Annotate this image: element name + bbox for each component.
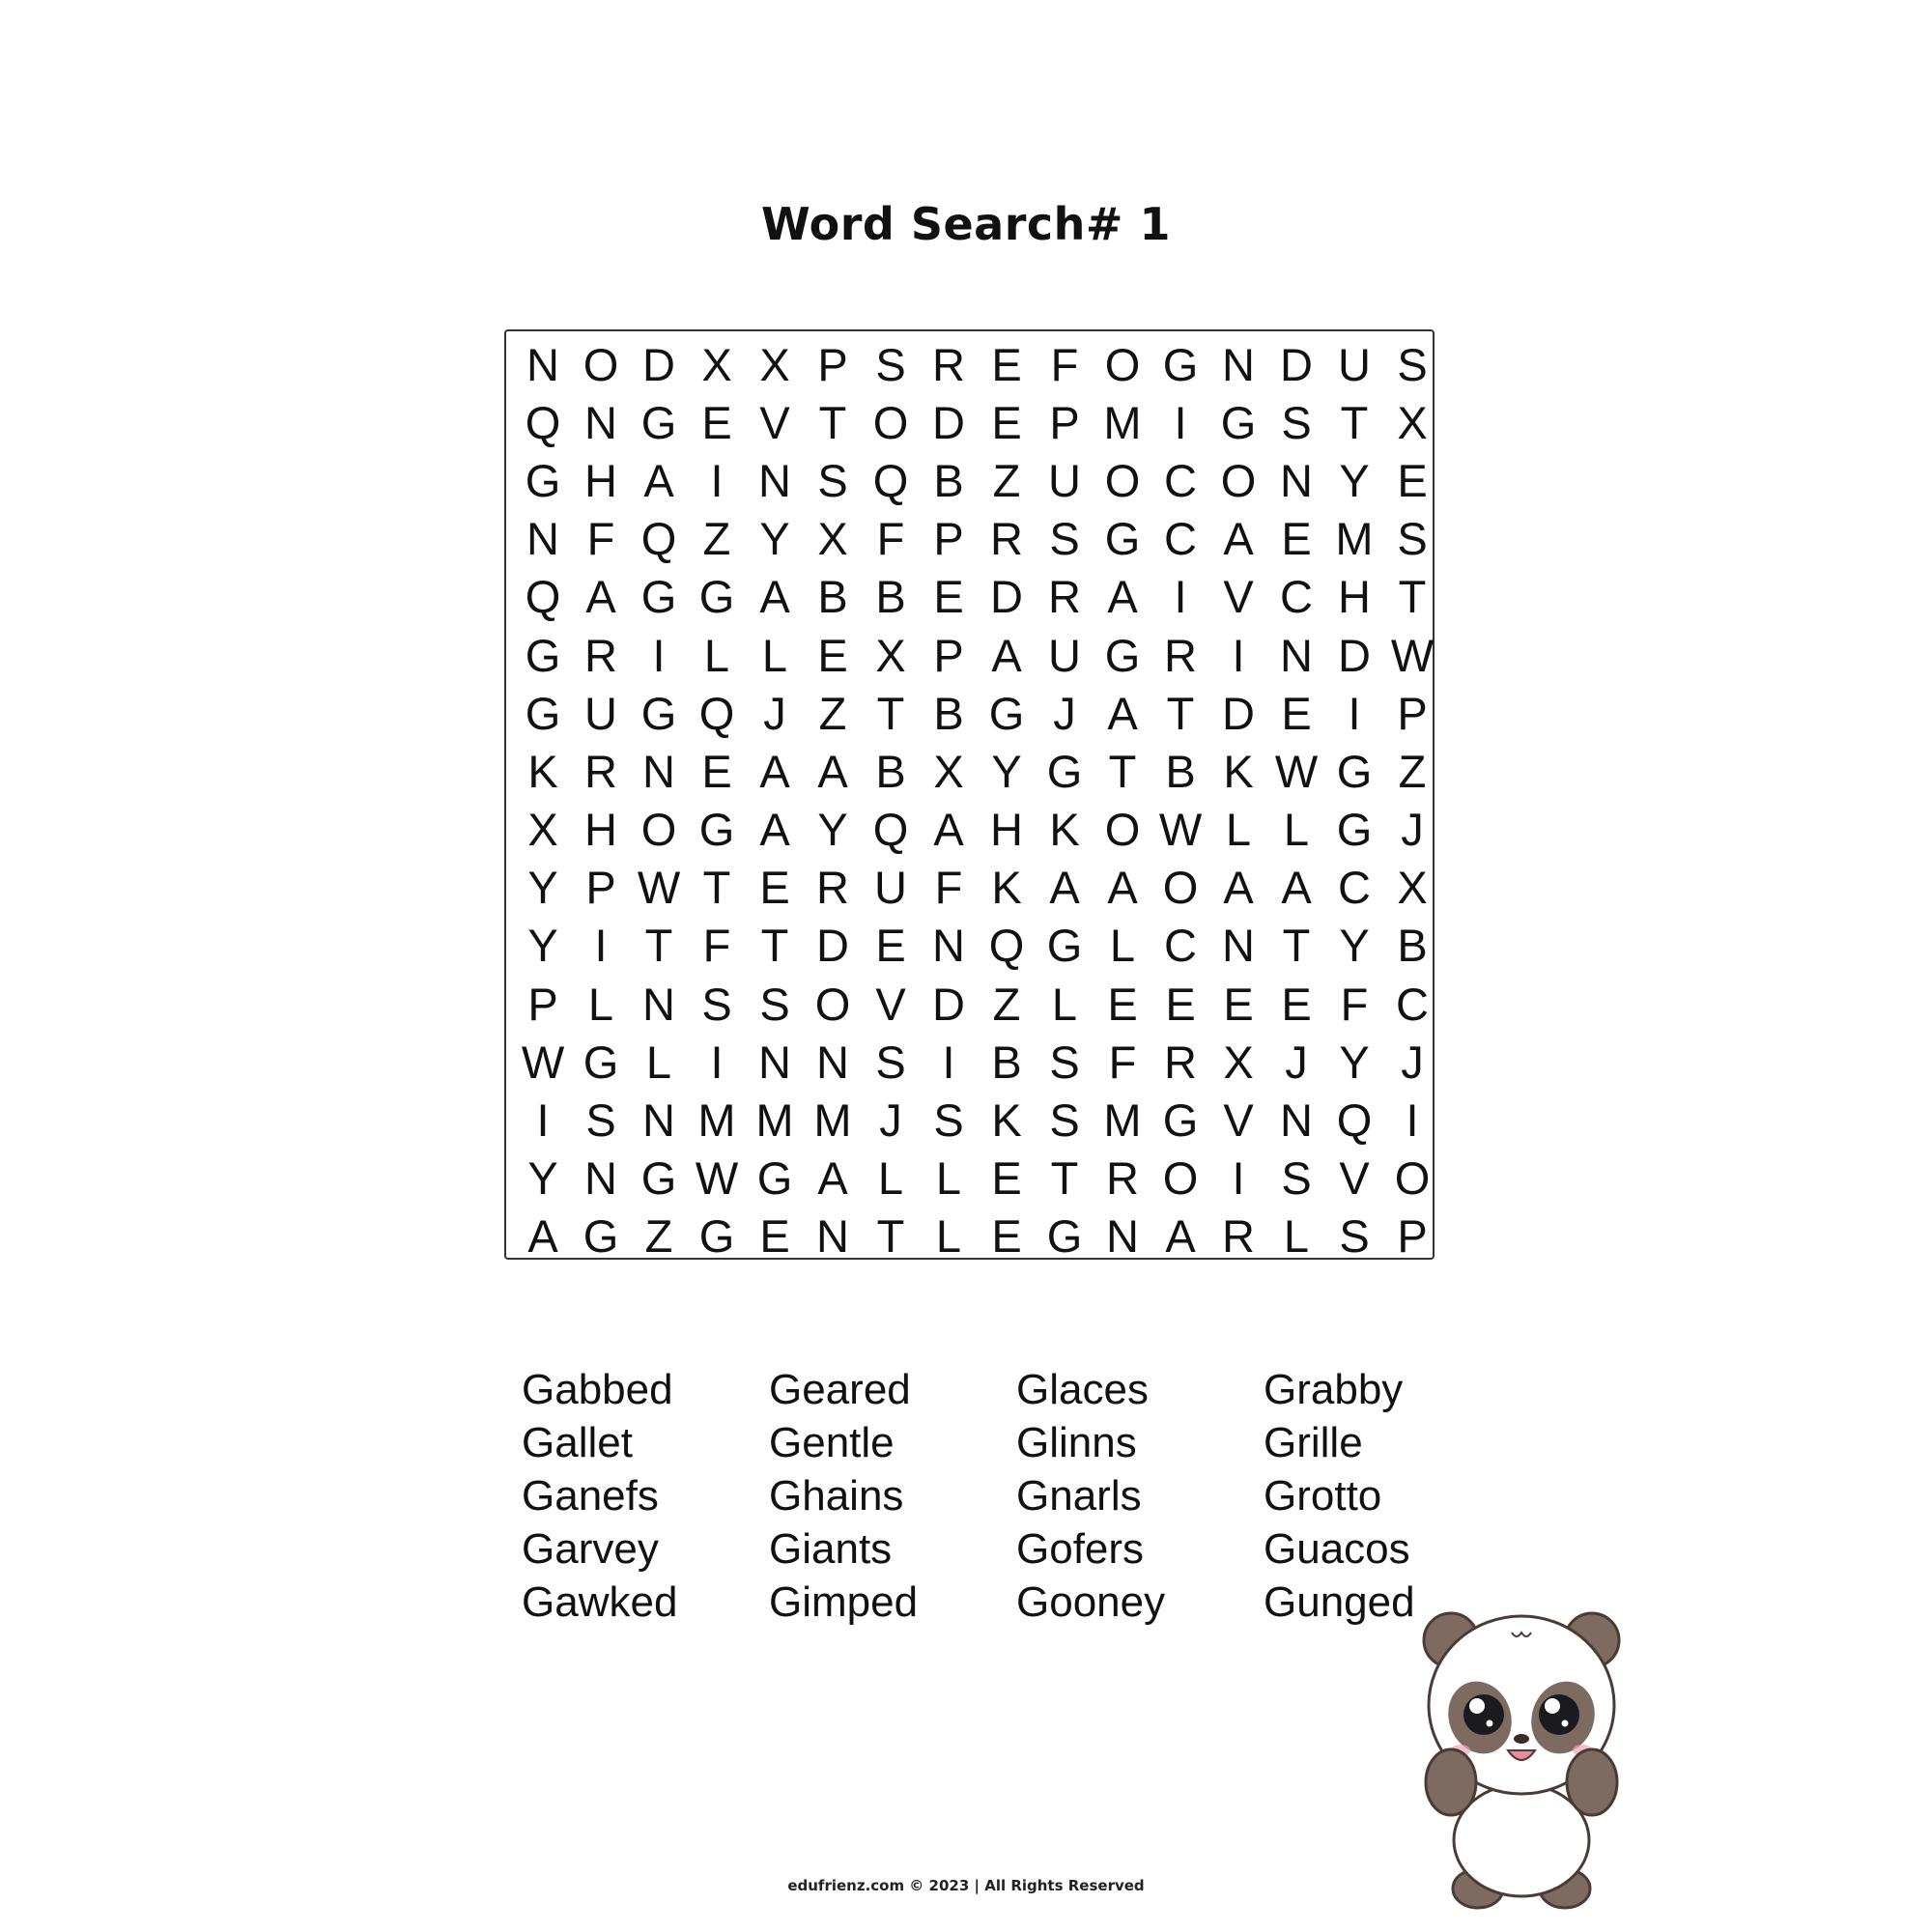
grid-letter: W xyxy=(1274,745,1319,797)
word-list-item: Grabby xyxy=(1264,1366,1404,1413)
grid-letter: S xyxy=(1339,1210,1370,1263)
grid-letter: Z xyxy=(702,513,731,565)
word-list-item: Gawked xyxy=(522,1578,678,1626)
grid-letter: E xyxy=(875,920,906,972)
grid-letter: L xyxy=(1109,920,1136,972)
grid-letter: U xyxy=(1048,629,1081,681)
grid-letter: R xyxy=(816,862,849,914)
grid-letter: L xyxy=(935,1152,962,1205)
grid-letter: C xyxy=(1338,862,1371,914)
grid-letter: P xyxy=(1397,1210,1428,1263)
grid-letter: J xyxy=(1053,687,1076,739)
grid-letter: A xyxy=(643,454,674,506)
grid-letter: E xyxy=(701,396,732,448)
grid-letter: S xyxy=(875,338,906,390)
word-list-item: Gallet xyxy=(522,1419,633,1466)
grid-letter: G xyxy=(1046,1210,1083,1263)
grid-letter: G xyxy=(640,396,677,448)
grid-letter: A xyxy=(1223,513,1254,565)
grid-letter: G xyxy=(988,687,1025,739)
grid-letter: D xyxy=(932,396,965,448)
grid-letter: N xyxy=(642,978,675,1030)
grid-letter: K xyxy=(527,745,558,797)
grid-letter: V xyxy=(1223,1094,1254,1147)
grid-letter: N xyxy=(526,513,559,565)
grid-letter: K xyxy=(1223,745,1254,797)
grid-letter: W xyxy=(637,862,681,914)
grid-letter: O xyxy=(640,804,677,856)
grid-letter: I xyxy=(536,1094,550,1147)
grid-letter: Z xyxy=(1398,745,1427,797)
grid-letter: X xyxy=(1397,396,1428,448)
grid-letter: I xyxy=(710,454,724,506)
grid-letter: U xyxy=(584,687,617,739)
grid-letter: D xyxy=(932,978,965,1030)
grid-letter: E xyxy=(1107,978,1138,1030)
grid-letter: S xyxy=(1049,1094,1080,1147)
grid-letter: A xyxy=(585,571,616,623)
grid-letter: E xyxy=(1223,978,1254,1030)
grid-letter: T xyxy=(876,687,905,739)
grid-letter: O xyxy=(1104,454,1141,506)
grid-letter: A xyxy=(1165,1210,1196,1263)
grid-letter: Z xyxy=(992,454,1021,506)
grid-letter: J xyxy=(763,687,786,739)
grid-letter: Q xyxy=(988,920,1025,972)
grid-letter: A xyxy=(1107,687,1138,739)
grid-letter: X xyxy=(759,338,790,390)
grid-letter: O xyxy=(872,396,909,448)
grid-letter: W xyxy=(521,1036,565,1088)
grid-letter: Q xyxy=(640,513,677,565)
grid-letter: L xyxy=(645,1036,672,1088)
grid-letter: E xyxy=(1281,978,1312,1030)
grid-letter: S xyxy=(1049,1036,1080,1088)
word-list-item: Glaces xyxy=(1016,1366,1149,1413)
grid-letter: Q xyxy=(525,571,561,623)
grid-letter: G xyxy=(1104,513,1141,565)
grid-letter: E xyxy=(759,1210,790,1263)
grid-letter: O xyxy=(1162,1152,1199,1205)
grid-letter: L xyxy=(1051,978,1078,1030)
grid-letter: G xyxy=(1162,338,1199,390)
grid-letter: I xyxy=(1406,1094,1419,1147)
grid-letter: E xyxy=(1281,513,1312,565)
grid-letter: N xyxy=(1280,454,1313,506)
grid-letter: B xyxy=(1165,745,1196,797)
grid-letter: G xyxy=(582,1210,619,1263)
grid-letter: X xyxy=(1223,1036,1254,1088)
grid-letter: L xyxy=(761,629,788,681)
grid-letter: A xyxy=(759,745,790,797)
grid-letter: M xyxy=(1103,1094,1142,1147)
grid-letter: D xyxy=(1338,629,1371,681)
grid-letter: G xyxy=(525,454,561,506)
grid-letter: P xyxy=(817,338,848,390)
grid-letter: X xyxy=(933,745,964,797)
grid-letter: Y xyxy=(527,1152,558,1205)
grid-letter: Y xyxy=(759,513,790,565)
grid-letter: Y xyxy=(991,745,1022,797)
grid-letter: U xyxy=(1338,338,1371,390)
grid-letter: E xyxy=(991,338,1022,390)
grid-letter: C xyxy=(1280,571,1313,623)
grid-letter: I xyxy=(1348,687,1361,739)
grid-letter: M xyxy=(697,1094,736,1147)
grid-letter: J xyxy=(1401,1036,1424,1088)
grid-letter: C xyxy=(1164,454,1197,506)
grid-letter: O xyxy=(1104,338,1141,390)
grid-letter: Z xyxy=(992,978,1021,1030)
grid-letter: I xyxy=(710,1036,724,1088)
grid-letter: W xyxy=(1158,804,1203,856)
grid-letter: E xyxy=(933,571,964,623)
grid-letter: I xyxy=(594,920,608,972)
grid-letter: V xyxy=(875,978,906,1030)
grid-letter: S xyxy=(817,454,848,506)
grid-letter: G xyxy=(1104,629,1141,681)
grid-letter: X xyxy=(875,629,906,681)
word-list-item: Ghains xyxy=(769,1472,904,1520)
grid-letter: E xyxy=(759,862,790,914)
word-list-item: Gofers xyxy=(1016,1525,1145,1573)
grid-letter: N xyxy=(758,454,791,506)
grid-letter: T xyxy=(1108,745,1137,797)
grid-letter: N xyxy=(642,1094,675,1147)
grid-letter: L xyxy=(1225,804,1252,856)
grid-letter: D xyxy=(642,338,675,390)
grid-letter: A xyxy=(817,1152,848,1205)
grid-letter: U xyxy=(1048,454,1081,506)
grid-letter: L xyxy=(1283,1210,1310,1263)
grid-letter: E xyxy=(701,745,732,797)
grid-letter: B xyxy=(817,571,848,623)
word-list xyxy=(522,1363,1511,1629)
grid-letter: M xyxy=(1335,513,1374,565)
grid-letter: N xyxy=(816,1036,849,1088)
page-title: Word Search# 1 xyxy=(761,198,1171,250)
grid-letter: Z xyxy=(644,1210,673,1263)
word-list-item: Garvey xyxy=(522,1525,659,1573)
grid-letter: G xyxy=(640,687,677,739)
grid-letter: A xyxy=(759,804,790,856)
grid-letter: Q xyxy=(1336,1094,1373,1147)
word-list-item: Glinns xyxy=(1016,1419,1137,1466)
grid-letter: D xyxy=(1280,338,1313,390)
grid-letter: T xyxy=(702,862,731,914)
grid-letter: T xyxy=(1166,687,1195,739)
grid-letter: Q xyxy=(872,454,909,506)
grid-letter: Y xyxy=(1339,920,1370,972)
grid-letter: S xyxy=(1397,338,1428,390)
grid-letter: G xyxy=(640,1152,677,1205)
grid-letter: P xyxy=(585,862,616,914)
letter-grid xyxy=(514,335,1441,1265)
grid-letter: G xyxy=(525,629,561,681)
grid-letter: L xyxy=(1283,804,1310,856)
grid-letter: N xyxy=(526,338,559,390)
grid-letter: X xyxy=(527,804,558,856)
grid-letter: J xyxy=(1285,1036,1308,1088)
grid-letter: A xyxy=(1223,862,1254,914)
word-list-item: Giants xyxy=(769,1525,893,1573)
grid-letter: I xyxy=(1232,629,1245,681)
grid-letter: H xyxy=(1338,571,1371,623)
grid-letter: F xyxy=(1050,338,1079,390)
grid-letter: X xyxy=(701,338,732,390)
grid-letter: G xyxy=(756,1152,793,1205)
grid-letter: M xyxy=(755,1094,794,1147)
grid-letter: N xyxy=(1222,338,1255,390)
grid-letter: M xyxy=(1103,396,1142,448)
grid-letter: R xyxy=(1222,1210,1255,1263)
grid-letter: S xyxy=(585,1094,616,1147)
grid-letter: G xyxy=(698,571,735,623)
grid-letter: S xyxy=(1397,513,1428,565)
grid-letter: E xyxy=(817,629,848,681)
grid-letter: L xyxy=(587,978,614,1030)
grid-letter: Q xyxy=(525,396,561,448)
grid-letter: V xyxy=(1223,571,1254,623)
grid-letter: R xyxy=(1048,571,1081,623)
grid-letter: Y xyxy=(1339,454,1370,506)
grid-letter: N xyxy=(1222,920,1255,972)
grid-letter: N xyxy=(1106,1210,1139,1263)
grid-letter: Y xyxy=(527,920,558,972)
grid-letter: P xyxy=(527,978,558,1030)
grid-letter: L xyxy=(935,1210,962,1263)
grid-letter: F xyxy=(934,862,963,914)
grid-letter: H xyxy=(584,804,617,856)
grid-letter: K xyxy=(1049,804,1080,856)
grid-letter: C xyxy=(1164,513,1197,565)
grid-letter: B xyxy=(875,571,906,623)
grid-letter: G xyxy=(698,804,735,856)
grid-letter: E xyxy=(1281,687,1312,739)
grid-letter: G xyxy=(1046,920,1083,972)
grid-letter: S xyxy=(759,978,790,1030)
grid-letter: A xyxy=(1049,862,1080,914)
grid-letter: B xyxy=(991,1036,1022,1088)
grid-letter: O xyxy=(814,978,851,1030)
grid-letter: A xyxy=(991,629,1022,681)
grid-letter: X xyxy=(1397,862,1428,914)
word-list-item: Grille xyxy=(1264,1419,1363,1466)
grid-letter: G xyxy=(640,571,677,623)
grid-letter: J xyxy=(1401,804,1424,856)
grid-letter: H xyxy=(990,804,1023,856)
grid-letter: G xyxy=(582,1036,619,1088)
grid-letter: O xyxy=(1162,862,1199,914)
grid-letter: I xyxy=(1174,571,1187,623)
grid-letter: T xyxy=(760,920,789,972)
grid-letter: M xyxy=(813,1094,852,1147)
grid-letter: F xyxy=(1108,1036,1137,1088)
grid-letter: A xyxy=(1107,571,1138,623)
grid-letter: G xyxy=(1162,1094,1199,1147)
grid-letter: F xyxy=(1340,978,1369,1030)
grid-letter: O xyxy=(1394,1152,1431,1205)
grid-letter: S xyxy=(933,1094,964,1147)
grid-letter: Q xyxy=(698,687,735,739)
grid-letter: K xyxy=(991,1094,1022,1147)
grid-letter: Y xyxy=(817,804,848,856)
grid-letter: S xyxy=(1281,396,1312,448)
word-list-item: Gabbed xyxy=(522,1366,673,1413)
grid-letter: Y xyxy=(1339,1036,1370,1088)
grid-letter: E xyxy=(1397,454,1428,506)
grid-letter: A xyxy=(817,745,848,797)
grid-letter: N xyxy=(584,396,617,448)
grid-letter: N xyxy=(932,920,965,972)
grid-letter: L xyxy=(703,629,730,681)
grid-letter: Y xyxy=(527,862,558,914)
grid-letter: R xyxy=(932,338,965,390)
grid-letter: V xyxy=(1339,1152,1370,1205)
word-search-grid xyxy=(504,329,1435,1263)
grid-letter: I xyxy=(942,1036,955,1088)
grid-letter: P xyxy=(1397,687,1428,739)
grid-letter: R xyxy=(584,745,617,797)
grid-letter: N xyxy=(1280,629,1313,681)
word-list-item: Gentle xyxy=(769,1419,895,1466)
grid-letter: C xyxy=(1396,978,1429,1030)
grid-letter: C xyxy=(1164,920,1197,972)
grid-letter: I xyxy=(652,629,666,681)
grid-letter: S xyxy=(1281,1152,1312,1205)
grid-letter: S xyxy=(701,978,732,1030)
grid-letter: L xyxy=(877,1152,904,1205)
grid-letter: G xyxy=(525,687,561,739)
grid-letter: J xyxy=(879,1094,902,1147)
grid-letter: R xyxy=(1106,1152,1139,1205)
word-list-item: Gnarls xyxy=(1016,1472,1142,1520)
word-list-item: Guacos xyxy=(1264,1525,1410,1573)
grid-letter: A xyxy=(1281,862,1312,914)
grid-letter: F xyxy=(876,513,905,565)
grid-letter: Q xyxy=(872,804,909,856)
grid-letter: X xyxy=(817,513,848,565)
grid-letter: R xyxy=(1164,629,1197,681)
grid-letter: Z xyxy=(818,687,847,739)
grid-letter: T xyxy=(1282,920,1311,972)
word-list-item: Gooney xyxy=(1016,1578,1166,1626)
grid-letter: T xyxy=(644,920,673,972)
grid-letter: T xyxy=(1398,571,1427,623)
grid-letter: O xyxy=(1104,804,1141,856)
panda-icon xyxy=(1410,1604,1633,1913)
grid-letter: O xyxy=(1220,454,1257,506)
grid-letter: T xyxy=(876,1210,905,1263)
grid-letter: E xyxy=(991,1210,1022,1263)
grid-letter: E xyxy=(1165,978,1196,1030)
copyright-footer: edufrienz.com © 2023 | All Rights Reserved xyxy=(787,1877,1145,1894)
grid-letter: B xyxy=(933,454,964,506)
grid-letter: N xyxy=(816,1210,849,1263)
grid-letter: G xyxy=(1046,745,1083,797)
grid-letter: R xyxy=(584,629,617,681)
grid-letter: P xyxy=(933,513,964,565)
grid-letter: N xyxy=(758,1036,791,1088)
grid-letter: G xyxy=(1220,396,1257,448)
grid-letter: R xyxy=(990,513,1023,565)
grid-letter: I xyxy=(1174,396,1187,448)
grid-letter: N xyxy=(584,1152,617,1205)
word-list-item: Gunged xyxy=(1264,1578,1415,1626)
grid-letter: G xyxy=(698,1210,735,1263)
grid-letter: A xyxy=(933,804,964,856)
grid-letter: P xyxy=(1049,396,1080,448)
grid-letter: D xyxy=(816,920,849,972)
grid-letter: D xyxy=(1222,687,1255,739)
grid-letter: B xyxy=(1397,920,1428,972)
grid-letter: F xyxy=(702,920,731,972)
grid-letter: H xyxy=(584,454,617,506)
grid-letter: T xyxy=(1340,396,1369,448)
grid-letter: D xyxy=(990,571,1023,623)
word-list-item: Grotto xyxy=(1264,1472,1382,1520)
grid-letter: A xyxy=(759,571,790,623)
grid-letter: S xyxy=(875,1036,906,1088)
grid-letter: G xyxy=(1336,804,1373,856)
grid-letter: T xyxy=(818,396,847,448)
grid-letter: I xyxy=(1232,1152,1245,1205)
grid-letter: R xyxy=(1164,1036,1197,1088)
grid-letter: U xyxy=(874,862,907,914)
grid-letter: N xyxy=(642,745,675,797)
grid-letter: K xyxy=(991,862,1022,914)
grid-letter: B xyxy=(933,687,964,739)
word-list-item: Geared xyxy=(769,1366,911,1413)
grid-letter: G xyxy=(1336,745,1373,797)
grid-letter: S xyxy=(1049,513,1080,565)
grid-letter: T xyxy=(1050,1152,1079,1205)
grid-letter: E xyxy=(991,1152,1022,1205)
grid-letter: E xyxy=(991,396,1022,448)
grid-letter: P xyxy=(933,629,964,681)
grid-letter: N xyxy=(1280,1094,1313,1147)
grid-letter: B xyxy=(875,745,906,797)
grid-letter: A xyxy=(1107,862,1138,914)
grid-letter: A xyxy=(527,1210,558,1263)
grid-letter: O xyxy=(582,338,619,390)
word-list-item: Ganefs xyxy=(522,1472,659,1520)
grid-letter: F xyxy=(586,513,615,565)
grid-letter: W xyxy=(1390,629,1435,681)
grid-letter: V xyxy=(759,396,790,448)
word-list-item: Gimped xyxy=(769,1578,919,1626)
grid-letter: W xyxy=(695,1152,739,1205)
